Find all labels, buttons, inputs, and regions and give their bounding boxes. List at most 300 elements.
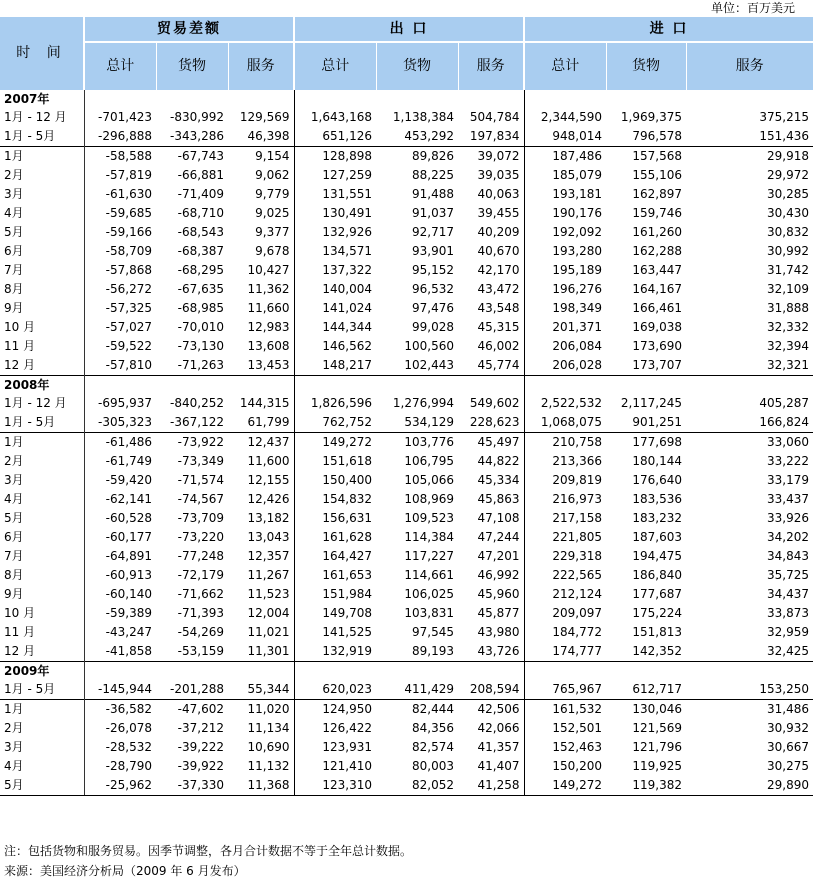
table-row [0,604,813,623]
cell-value: 102,443 [404,358,454,372]
cell-value: 151,984 [322,587,372,601]
cell-value: 82,444 [376,700,458,720]
cell-value: 32,394 [767,339,809,353]
empty-cell [686,376,813,395]
cell-value: -56,272 [105,282,152,296]
cell-value: 162,897 [632,187,682,201]
cell-value: 140,004 [322,282,372,296]
row-label: 7月 [0,261,84,280]
cell-value: 169,038 [632,320,682,334]
cell-value: 195,189 [552,263,602,277]
cell-value: 11,267 [228,566,294,585]
cell-value: 33,926 [767,511,809,525]
cell-value: 183,232 [632,511,682,525]
cell-value: 29,890 [686,776,813,796]
cell-value: -57,810 [105,358,152,372]
cell-value: 130,491 [322,206,372,220]
cell-value: -296,888 [98,129,152,143]
cell-value: 95,152 [412,263,454,277]
cell-value: 30,932 [767,721,809,735]
empty-cell [228,376,294,395]
cell-value: 41,407 [458,757,524,776]
cell-value: -59,420 [105,473,152,487]
row-label: 8月 [0,566,84,585]
cell-value: 39,072 [458,147,524,167]
cell-value: 216,973 [552,492,602,506]
cell-value: 151,436 [759,129,809,143]
cell-value: 2,344,590 [540,110,602,124]
cell-value: 11,134 [228,719,294,738]
cell-value: -201,288 [170,682,224,696]
cell-value: 765,967 [552,682,602,696]
cell-value: 148,217 [322,358,372,372]
cell-value: -66,881 [177,168,224,182]
cell-value: 796,578 [632,129,682,143]
year-label: 2007年 [0,90,84,108]
cell-value: 30,992 [767,244,809,258]
cell-value: 13,453 [228,356,294,376]
cell-value: 152,501 [552,721,602,735]
cell-value: 114,384 [404,530,454,544]
cell-value: 129,569 [228,108,294,127]
cell-value: 173,690 [632,339,682,353]
cell-value: 177,687 [632,587,682,601]
cell-value: -26,078 [105,721,152,735]
table-row [0,738,813,757]
cell-value: 156,631 [322,511,372,525]
row-label: 4月 [0,490,84,509]
empty-cell [376,662,458,681]
cell-value: -47,602 [156,700,228,720]
cell-value: 187,603 [632,530,682,544]
table-row [0,490,813,509]
cell-value: -73,922 [156,433,228,453]
cell-value: 151,618 [322,454,372,468]
cell-value: -53,159 [177,644,224,658]
year-row [0,376,813,395]
cell-value: 46,992 [458,566,524,585]
cell-value: 11,368 [228,776,294,796]
header-sub: 总计 [294,42,376,90]
cell-value: 121,569 [632,721,682,735]
cell-value: 453,292 [404,129,454,143]
cell-value: 43,726 [458,642,524,662]
row-label: 10 月 [0,604,84,623]
cell-value: 194,475 [632,549,682,563]
table-row [0,127,813,147]
cell-value: 948,014 [552,129,602,143]
cell-value: 33,437 [767,492,809,506]
cell-value: -71,409 [177,187,224,201]
cell-value: -28,790 [105,759,152,773]
cell-value: 12,004 [228,604,294,623]
cell-value: 128,898 [294,147,376,167]
cell-value: 12,983 [228,318,294,337]
cell-value: 30,275 [767,759,809,773]
year-label: 2008年 [0,376,84,395]
cell-value: 411,429 [404,682,454,696]
cell-value: -57,868 [105,263,152,277]
table-row [0,642,813,662]
cell-value: 161,260 [632,225,682,239]
row-label: 1月 [0,700,84,720]
cell-value: 9,779 [228,185,294,204]
cell-value: 93,901 [412,244,454,258]
cell-value: 61,799 [228,413,294,433]
cell-value: 192,092 [552,225,602,239]
empty-cell [156,90,228,108]
table-row [0,757,813,776]
empty-cell [606,376,686,395]
table-row [0,394,813,413]
cell-value: 9,377 [228,223,294,242]
empty-cell [84,376,156,395]
cell-value: 106,025 [404,587,454,601]
cell-value: 34,202 [767,530,809,544]
cell-value: -68,295 [177,263,224,277]
cell-value: -61,630 [105,187,152,201]
cell-value: -73,130 [177,339,224,353]
empty-cell [458,376,524,395]
cell-value: 164,167 [632,282,682,296]
header-sub: 服务 [458,42,524,90]
empty-cell [84,90,156,108]
cell-value: -54,269 [177,625,224,639]
cell-value: 30,430 [767,206,809,220]
cell-value: 209,097 [552,606,602,620]
cell-value: 33,222 [767,454,809,468]
cell-value: -37,330 [156,776,228,796]
cell-value: -71,574 [177,473,224,487]
row-label: 1月 [0,433,84,453]
cell-value: 144,315 [228,394,294,413]
cell-value: 41,357 [458,738,524,757]
cell-value: -67,743 [156,147,228,167]
cell-value: 40,063 [458,185,524,204]
cell-value: -57,325 [105,301,152,315]
cell-value: 1,068,075 [540,415,602,429]
cell-value: 92,717 [412,225,454,239]
cell-value: 146,562 [322,339,372,353]
cell-value: 152,463 [552,740,602,754]
table-row [0,185,813,204]
cell-value: 11,362 [228,280,294,299]
empty-cell [686,90,813,108]
cell-value: 177,698 [606,433,686,453]
cell-value: 114,661 [404,568,454,582]
cell-value: 185,079 [552,168,602,182]
cell-value: 196,276 [552,282,602,296]
cell-value: 45,315 [458,318,524,337]
cell-value: -59,522 [105,339,152,353]
table-body [0,90,813,796]
cell-value: -64,891 [105,549,152,563]
empty-cell [228,662,294,681]
row-label: 7月 [0,547,84,566]
row-label: 1月 - 12 月 [0,394,84,413]
cell-value: -59,389 [105,606,152,620]
cell-value: -701,423 [98,110,152,124]
empty-cell [606,90,686,108]
cell-value: 150,400 [322,473,372,487]
cell-value: -39,222 [177,740,224,754]
cell-value: 30,667 [767,740,809,754]
cell-value: -25,962 [84,776,156,796]
empty-cell [376,376,458,395]
cell-value: 176,640 [632,473,682,487]
cell-value: 137,322 [322,263,372,277]
cell-value: 127,259 [322,168,372,182]
cell-value: 32,425 [767,644,809,658]
cell-value: -73,349 [177,454,224,468]
cell-value: 9,154 [228,147,294,167]
cell-value: 40,209 [458,223,524,242]
cell-value: 13,043 [228,528,294,547]
row-label: 4月 [0,757,84,776]
row-label: 5月 [0,223,84,242]
cell-value: 126,422 [322,721,372,735]
row-label: 2月 [0,452,84,471]
cell-value: -39,922 [177,759,224,773]
cell-value: 43,472 [458,280,524,299]
cell-value: 151,813 [632,625,682,639]
cell-value: -43,247 [105,625,152,639]
cell-value: 161,653 [322,568,372,582]
table-row [0,242,813,261]
cell-value: -67,635 [177,282,224,296]
cell-value: 149,272 [524,776,606,796]
cell-value: 762,752 [322,415,372,429]
cell-value: -59,685 [105,206,152,220]
empty-cell [606,662,686,681]
table-row [0,433,813,453]
cell-value: 197,834 [458,127,524,147]
cell-value: 121,796 [632,740,682,754]
cell-value: 108,969 [404,492,454,506]
row-label: 1月 - 12 月 [0,108,84,127]
cell-value: 12,426 [228,490,294,509]
cell-value: 184,772 [552,625,602,639]
cell-value: -60,140 [105,587,152,601]
cell-value: 119,382 [606,776,686,796]
empty-cell [228,90,294,108]
cell-value: -68,543 [177,225,224,239]
row-label: 8月 [0,280,84,299]
cell-value: 32,332 [767,320,809,334]
row-label: 2月 [0,166,84,185]
cell-value: 32,321 [767,358,809,372]
table-row [0,413,813,433]
cell-value: 99,028 [412,320,454,334]
cell-value: 209,819 [552,473,602,487]
cell-value: 42,170 [458,261,524,280]
cell-value: -74,567 [177,492,224,506]
cell-value: -73,220 [177,530,224,544]
table-row [0,719,813,738]
cell-value: -145,944 [98,682,152,696]
cell-value: 9,025 [228,204,294,223]
cell-value: 612,717 [632,682,682,696]
cell-value: 33,060 [686,433,813,453]
cell-value: 47,108 [458,509,524,528]
cell-value: 33,873 [767,606,809,620]
cell-value: 222,565 [552,568,602,582]
cell-value: 96,532 [412,282,454,296]
cell-value: 228,623 [458,413,524,433]
cell-value: 105,066 [404,473,454,487]
row-label: 3月 [0,185,84,204]
empty-cell [458,90,524,108]
header-sub: 总计 [84,42,156,90]
cell-value: 221,805 [552,530,602,544]
row-label: 9月 [0,585,84,604]
cell-value: 109,523 [404,511,454,525]
cell-value: 1,276,994 [392,396,454,410]
cell-value: 29,918 [686,147,813,167]
table-row [0,585,813,604]
header-sub: 服务 [686,42,813,90]
cell-value: 41,258 [458,776,524,796]
year-row [0,662,813,681]
cell-value: 91,488 [412,187,454,201]
cell-value: 10,427 [228,261,294,280]
table-row [0,318,813,337]
cell-value: 13,608 [228,337,294,356]
cell-value: 80,003 [412,759,454,773]
cell-value: 32,959 [767,625,809,639]
cell-value: 31,888 [767,301,809,315]
table-row [0,509,813,528]
cell-value: 206,084 [552,339,602,353]
cell-value: 157,568 [606,147,686,167]
cell-value: 44,822 [458,452,524,471]
cell-value: 162,288 [632,244,682,258]
row-label: 11 月 [0,623,84,642]
cell-value: 153,250 [759,682,809,696]
cell-value: 40,670 [458,242,524,261]
cell-value: 190,176 [552,206,602,220]
table-row [0,700,813,720]
cell-value: 124,950 [294,700,376,720]
cell-value: 121,410 [322,759,372,773]
cell-value: 144,344 [322,320,372,334]
cell-value: -73,709 [177,511,224,525]
cell-value: 29,972 [767,168,809,182]
cell-value: 142,352 [632,644,682,658]
row-label: 4月 [0,204,84,223]
note-text: 注：包括货物和服务贸易。因季节调整，各月合计数据不等于全年总计数据。 [4,844,413,858]
cell-value: 131,551 [322,187,372,201]
cell-value: 149,708 [322,606,372,620]
table-row [0,452,813,471]
empty-cell [294,376,376,395]
table-row [0,147,813,167]
empty-cell [524,90,606,108]
cell-value: 47,201 [458,547,524,566]
table-row [0,204,813,223]
row-label: 9月 [0,299,84,318]
cell-value: 155,106 [632,168,682,182]
header-sub: 总计 [524,42,606,90]
cell-value: 201,371 [552,320,602,334]
cell-value: 504,784 [458,108,524,127]
cell-value: 35,725 [767,568,809,582]
table-row [0,223,813,242]
cell-value: 150,200 [552,759,602,773]
cell-value: 1,969,375 [620,110,682,124]
cell-value: 30,832 [767,225,809,239]
cell-value: -61,749 [105,454,152,468]
cell-value: 132,919 [322,644,372,658]
cell-value: -68,387 [177,244,224,258]
cell-value: 174,777 [552,644,602,658]
cell-value: 12,155 [228,471,294,490]
cell-value: 123,931 [322,740,372,754]
cell-value: 193,280 [552,244,602,258]
empty-cell [84,662,156,681]
table-row [0,261,813,280]
cell-value: 210,758 [524,433,606,453]
header-time: 时 间 [0,17,84,90]
cell-value: 89,826 [376,147,458,167]
cell-value: 97,476 [412,301,454,315]
cell-value: -41,858 [105,644,152,658]
cell-value: 47,244 [458,528,524,547]
cell-value: -72,179 [177,568,224,582]
cell-value: 9,062 [228,166,294,185]
cell-value: 213,366 [552,454,602,468]
cell-value: 405,287 [759,396,809,410]
cell-value: 11,523 [228,585,294,604]
empty-cell [294,662,376,681]
table-row [0,337,813,356]
cell-value: -57,027 [105,320,152,334]
row-label: 1月 - 5月 [0,413,84,433]
header-sub: 货物 [606,42,686,90]
table-row [0,776,813,796]
cell-value: 89,193 [412,644,454,658]
cell-value: 11,132 [228,757,294,776]
empty-cell [458,662,524,681]
cell-value: 2,117,245 [620,396,682,410]
row-label: 1月 [0,147,84,167]
cell-value: -695,937 [98,396,152,410]
row-label: 3月 [0,471,84,490]
cell-value: -343,286 [170,129,224,143]
table-row [0,356,813,376]
cell-value: 11,020 [228,700,294,720]
table-header [0,17,813,90]
cell-value: -830,992 [170,110,224,124]
row-label: 1月 - 5月 [0,127,84,147]
cell-value: 212,124 [552,587,602,601]
header-group-balance: 贸易差额 [84,17,294,42]
cell-value: -37,212 [177,721,224,735]
cell-value: -59,166 [105,225,152,239]
row-label: 5月 [0,509,84,528]
cell-value: 119,925 [632,759,682,773]
unit-label: 单位：百万美元 [710,1,795,15]
row-label: 12 月 [0,642,84,662]
cell-value: 103,831 [404,606,454,620]
cell-value: -305,323 [98,415,152,429]
cell-value: 88,225 [412,168,454,182]
cell-value: -71,662 [177,587,224,601]
cell-value: 103,776 [376,433,458,453]
table-row [0,299,813,318]
empty-cell [686,662,813,681]
cell-value: 187,486 [524,147,606,167]
